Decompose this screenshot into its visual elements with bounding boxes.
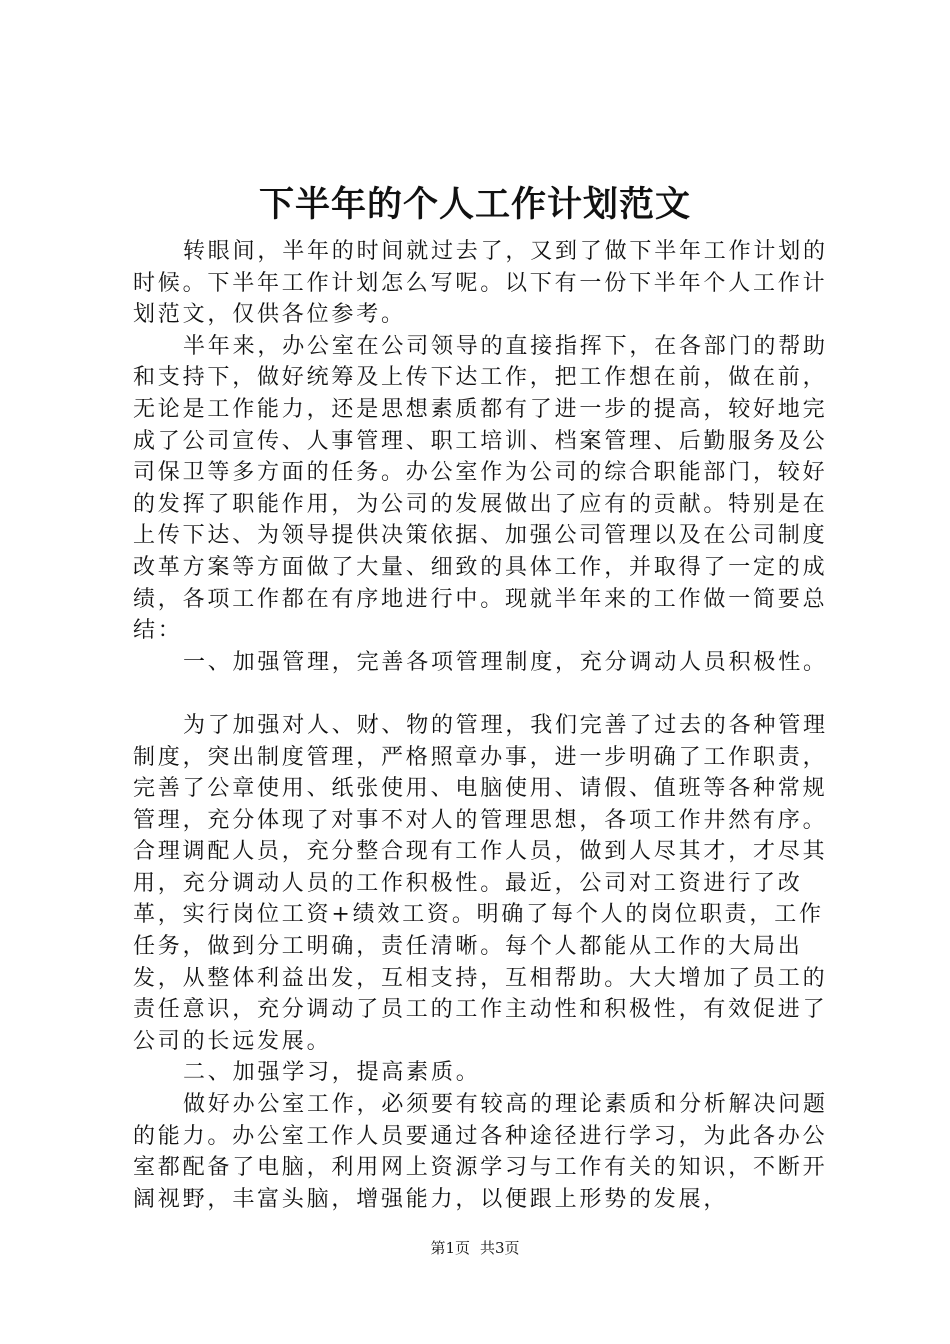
paragraph-management: 为了加强对人、财、物的管理，我们完善了过去的各种管理制度，突出制度管理，严格照章办事，进一步明确了工作职责，完善了公章使用、纸张使用、电脑使用、请假、值班等各种常规管理，充分体现了对事不对人的管理思想，各项工作井然有序。合理调配人员，充分整合现有工作人员，做到人尽其才，才尽其用，充分调动人员的工作积极性。最近，公司对工资进行了改革，实行岗位工资+绩效工资。明确了每个人的岗位职责，工作任务，做到分工明确，责任清晰。每个人都能从工作的大局出发，从整体利益出发，互相支持，互相帮助。大大增加了员工的责任意识，充分调动了员工的工作主动性和积极性，有效促进了公司的长远发展。	[133, 712, 828, 1054]
paragraph-learning: 做好办公室工作，必须要有较高的理论素质和分析解决问题的能力。办公室工作人员要通过各种途径进行学习，为此各办公室都配备了电脑，利用网上资源学习与工作有关的知识，不断开阔视野，丰富头脑，增强能力，以便跟上形势的发展，	[133, 1092, 828, 1212]
document-body	[133, 236, 833, 1215]
section-heading-1: 一、加强管理，完善各项管理制度，充分调动人员积极性。	[183, 649, 828, 675]
paragraph-intro: 转眼间，半年的时间就过去了，又到了做下半年工作计划的时候。下半年工作计划怎么写呢。以下有一份下半年个人工作计划范文，仅供各位参考。	[133, 239, 828, 328]
paragraph-summary: 半年来，办公室在公司领导的直接指挥下，在各部门的帮助和支持下，做好统筹及上传下达工作，把工作想在前，做在前，无论是工作能力，还是思想素质都有了进一步的提高，较好地完成了公司宣传、人事管理、职工培训、档案管理、后勤服务及公司保卫等多方面的任务。办公室作为公司的综合职能部门，较好的发挥了职能作用，为公司的发展做出了应有的贡献。特别是在上传下达、为领导提供决策依据、加强公司管理以及在公司制度改革方案等方面做了大量、细致的具体工作，并取得了一定的成绩，各项工作都在有序地进行中。现就半年来的工作做一简要总结：	[133, 333, 828, 644]
page-footer	[0, 1238, 950, 1258]
page-total: 共3页	[480, 1239, 520, 1257]
page-number: 第1页	[430, 1239, 470, 1257]
document-title: 下半年的个人工作计划范文	[258, 184, 691, 225]
section-heading-2: 二、加强学习，提高素质。	[183, 1060, 481, 1086]
